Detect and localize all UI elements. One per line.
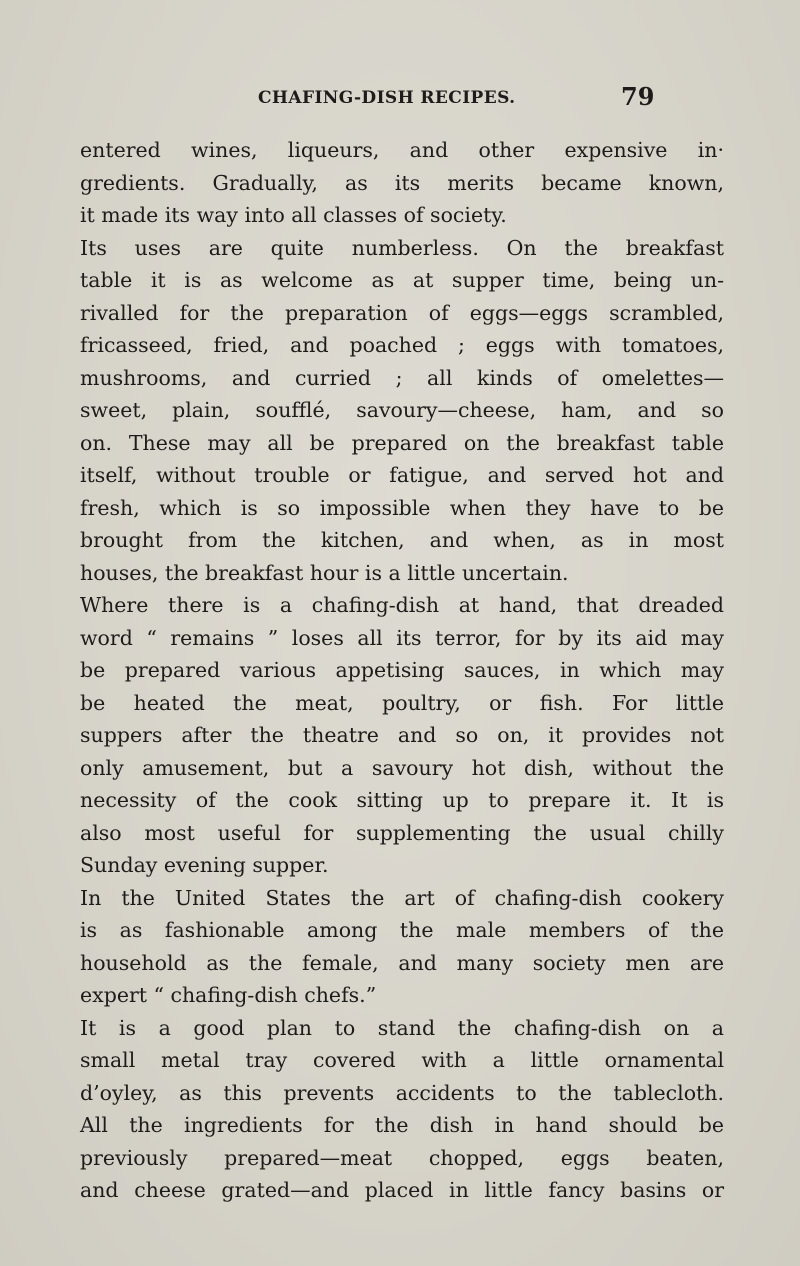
- text-line: gredients. Gradually, as its merits became known,: [80, 170, 724, 195]
- page-number: 79: [621, 82, 655, 111]
- text-line: suppers after the theatre and so on, it provides not: [80, 723, 724, 747]
- text-line: household as the female, and many society men are: [80, 950, 724, 975]
- text-line: mushrooms, and curried ; all kinds of omelettes—: [80, 365, 724, 390]
- text-line: Where there is a chafing-dish at hand, that dreaded: [80, 593, 724, 617]
- text-line: brought from the kitchen, and when, as in most: [80, 528, 724, 552]
- text-line: entered wines, liqueurs, and other expensive in·: [80, 138, 724, 162]
- text-line: houses, the breakfast hour is a little uncertain.: [80, 560, 569, 585]
- text-line: previously prepared—meat chopped, eggs beaten,: [80, 1145, 724, 1170]
- text-line: rivalled for the preparation of eggs—eggs scrambled,: [80, 300, 724, 325]
- body-text: [80, 134, 724, 1207]
- text-line: itself, without trouble or fatigue, and served hot and: [80, 463, 724, 487]
- text-line: fresh, which is so impossible when they have to be: [80, 495, 724, 520]
- text-line: d’oyley, as this prevents accidents to the tablecloth.: [80, 1080, 724, 1105]
- text-line: Sunday evening supper.: [80, 853, 329, 877]
- text-line: be heated the meat, poultry, or fish. For little: [80, 690, 724, 715]
- text-line: word “ remains ” loses all its terror, for by its aid may: [80, 625, 724, 650]
- text-line: fricasseed, fried, and poached ; eggs with tomatoes,: [80, 333, 724, 357]
- text-line: and cheese grated—and placed in little fancy basins or: [80, 1178, 724, 1202]
- running-head: [0, 82, 800, 112]
- text-line: it made its way into all classes of society.: [80, 203, 507, 227]
- text-line: Its uses are quite numberless. On the breakfast: [80, 235, 724, 260]
- text-line: It is a good plan to stand the chafing-dish on a: [80, 1015, 724, 1040]
- text-line: expert “ chafing-dish chefs.”: [80, 983, 377, 1007]
- text-line: on. These may all be prepared on the breakfast table: [80, 430, 724, 455]
- text-line: is as fashionable among the male members of the: [80, 918, 724, 942]
- text-line: also most useful for supplementing the usual chilly: [80, 820, 724, 845]
- text-line: All the ingredients for the dish in hand should be: [80, 1113, 724, 1137]
- text-line: In the United States the art of chafing-dish cookery: [80, 885, 724, 910]
- text-line: only amusement, but a savoury hot dish, without the: [80, 755, 724, 780]
- text-line: sweet, plain, soufflé, savoury—cheese, ham, and so: [80, 398, 724, 422]
- text-line: small metal tray covered with a little ornamental: [80, 1048, 724, 1072]
- text-line: table it is as welcome as at supper time, being un-: [80, 268, 724, 292]
- text-line: necessity of the cook sitting up to prepare it. It is: [80, 788, 724, 812]
- running-title: CHAFING-DISH RECIPES.: [258, 88, 516, 108]
- text-line: be prepared various appetising sauces, in which may: [80, 658, 724, 682]
